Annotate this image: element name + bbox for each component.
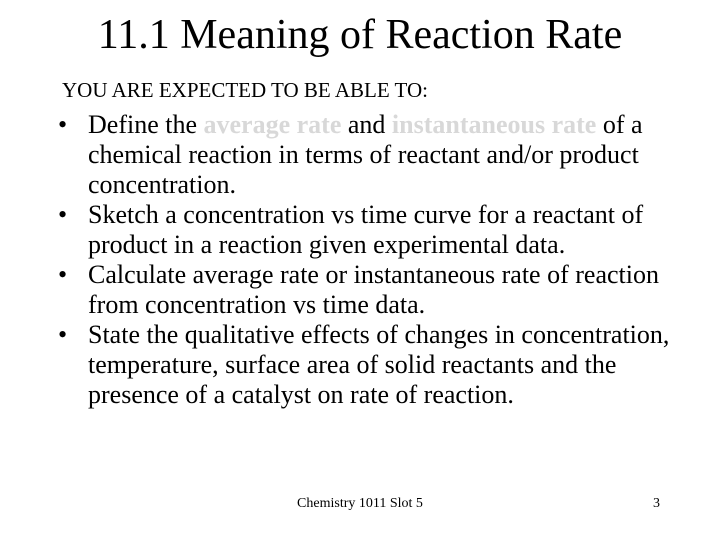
objectives-list bbox=[58, 110, 698, 410]
page-number: 3 bbox=[653, 496, 660, 511]
objective-text-middle: and bbox=[341, 110, 392, 139]
highlight-average-rate: average rate bbox=[203, 110, 342, 139]
objective-text-suffix: of a chemical reaction in terms of reactant and/or product concentration. bbox=[88, 110, 643, 199]
slide-title: 11.1 Meaning of Reaction Rate bbox=[97, 12, 623, 58]
objective-item bbox=[58, 260, 698, 320]
bullet-marker: • bbox=[58, 260, 68, 289]
objective-item bbox=[58, 200, 698, 260]
slide-subtitle: YOU ARE EXPECTED TO BE ABLE TO: bbox=[62, 78, 428, 102]
objective-text: State the qualitative effects of changes in concentration, temperature, surface area of solid reactants and the presence of a catalyst on rate of reaction. bbox=[88, 320, 670, 409]
bullet-marker: • bbox=[58, 200, 68, 229]
objective-item bbox=[58, 110, 698, 200]
footer-course-label: Chemistry 1011 Slot 5 bbox=[297, 496, 423, 511]
objective-item bbox=[58, 320, 698, 410]
objective-text-prefix: Define the bbox=[88, 110, 204, 139]
objective-text: Calculate average rate or instantaneous rate of reaction from concentration vs time data. bbox=[88, 260, 659, 319]
bullet-marker: • bbox=[58, 320, 68, 349]
objective-text: Sketch a concentration vs time curve for a reactant of product in a reaction given experimental data. bbox=[88, 200, 644, 259]
highlight-instantaneous-rate: instantaneous rate bbox=[391, 110, 597, 139]
bullet-marker: • bbox=[58, 110, 68, 139]
